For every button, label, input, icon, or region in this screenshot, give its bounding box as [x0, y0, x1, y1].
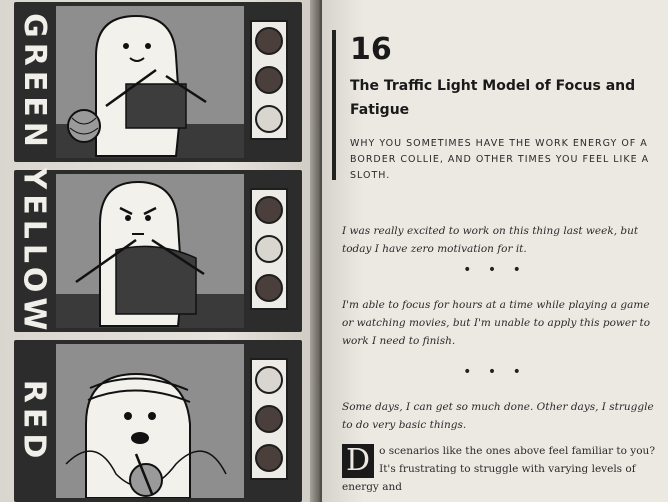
knitting-ghost-illustration [56, 6, 244, 158]
panel-word: GREEN [16, 12, 52, 152]
panel-word: RED [16, 379, 52, 463]
lamp-top [255, 27, 283, 55]
panel-yellow [14, 167, 302, 335]
body-text: o scenarios like the ones above feel familiar to you? It's frustrating to struggle with varying levels of energy and [342, 445, 655, 493]
panel-word: YELLOW [16, 167, 52, 335]
section-separator: • • • [463, 364, 527, 380]
left-page [0, 0, 318, 502]
drop-cap: D [342, 444, 374, 478]
chapter-subtitle: WHY YOU SOMETIMES HAVE THE WORK ENERGY OF A BORDER COLLIE, AND OTHER TIMES YOU FEEL LIKE A SLOTH. [350, 138, 650, 181]
quote-paragraph: I was really excited to work on this thing last week, but today I have zero motivation for it. [342, 225, 639, 255]
section-separator: • • • [463, 262, 527, 278]
lamp-top [255, 366, 283, 394]
knitting-ghost-illustration [56, 174, 244, 328]
body-paragraph [342, 442, 658, 496]
lamp-bottom [255, 444, 283, 472]
traffic-light [250, 358, 288, 480]
panel-red [14, 340, 302, 502]
lamp-bottom [255, 274, 283, 302]
traffic-light [250, 20, 288, 140]
tangled-ghost-illustration [56, 344, 244, 498]
chapter-title: The Traffic Light Model of Focus and Fatigue [350, 78, 636, 118]
lamp-middle [255, 405, 283, 433]
quote-paragraph: Some days, I can get so much done. Other days, I struggle to do very basic things. [342, 401, 654, 431]
lamp-middle [255, 66, 283, 94]
traffic-light [250, 188, 288, 310]
quote-paragraph: I'm able to focus for hours at a time while playing a game or watching movies, but I'm unable to apply this power to work I need to finish. [342, 299, 651, 347]
lamp-top [255, 196, 283, 224]
right-page [322, 0, 668, 502]
lamp-middle [255, 235, 283, 263]
chapter-header [332, 30, 656, 180]
chapter-number: 16 [350, 32, 392, 67]
panel-green [14, 2, 302, 162]
lamp-bottom [255, 105, 283, 133]
